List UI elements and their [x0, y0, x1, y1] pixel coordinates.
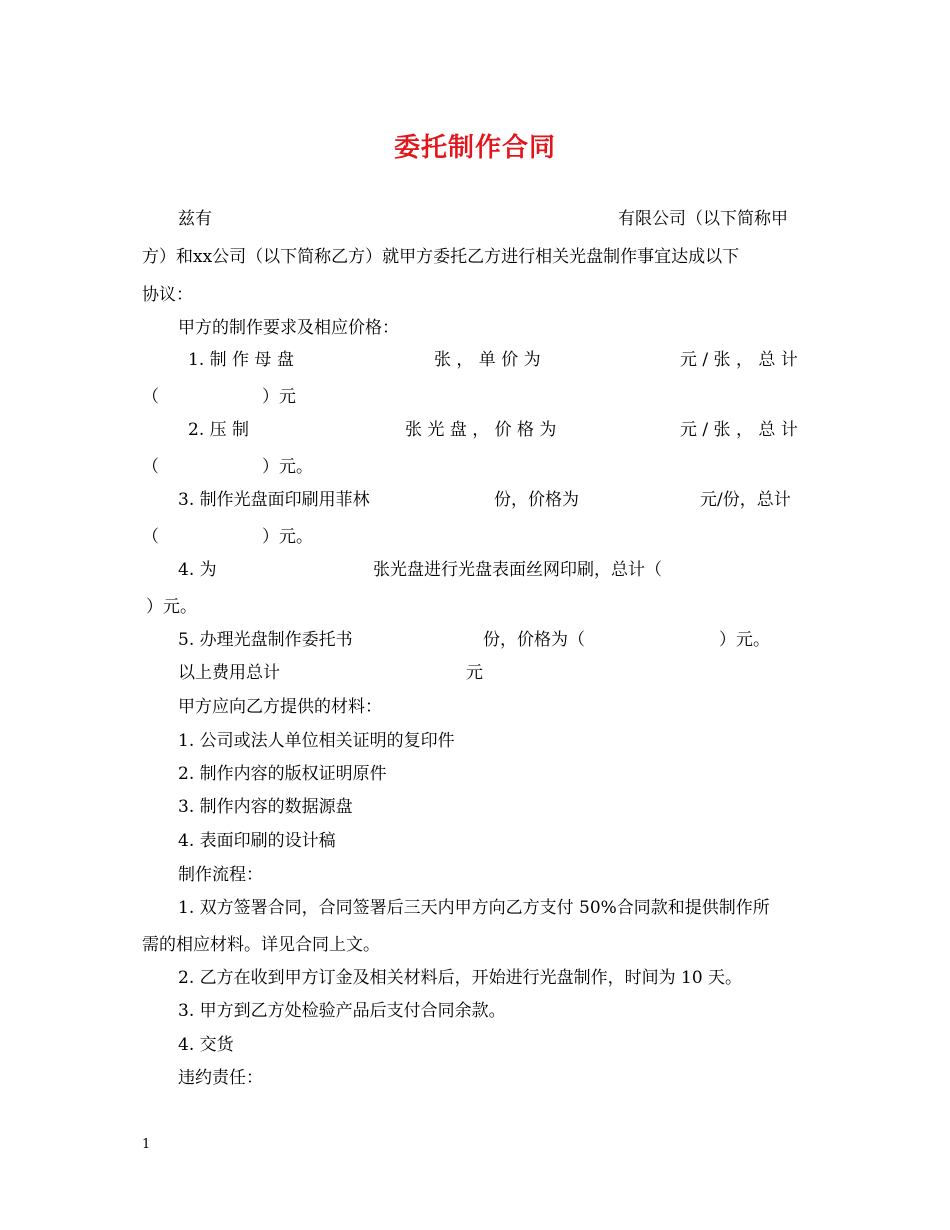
materials-item: 1. 公司或法人单位相关证明的复印件 [178, 731, 455, 751]
process-item-2: 2. 乙方在收到甲方订金及相关材料后，开始进行光盘制作，时间为 10 天。 [178, 968, 743, 988]
process-item-1-line-1: 1. 双方签署合同，合同签署后三天内甲方向乙方支付 50%合同款和提供制作所 [178, 898, 770, 918]
item1-paren-close: ）元 [262, 387, 296, 407]
item3-label: 3. 制作光盘面印刷用菲林 [178, 490, 370, 510]
item1-paren-open: （ [142, 387, 159, 407]
materials-item: 3. 制作内容的数据源盘 [178, 797, 353, 817]
materials-heading: 甲方应向乙方提供的材料： [178, 697, 382, 717]
pricing-heading: 甲方的制作要求及相应价格： [178, 318, 399, 338]
item3-paren-open: （ [142, 527, 159, 547]
item1-label: 1. 制 作 母 盘 [188, 350, 294, 370]
item2-label: 2. 压 制 [188, 420, 250, 440]
item2-price: 张 光 盘 ， 价 格 为 [405, 420, 557, 440]
item3-price: 份，价格为 [494, 490, 579, 510]
item2-total: 元 / 张 ， 总 计 [680, 420, 798, 440]
materials-item: 2. 制作内容的版权证明原件 [178, 764, 387, 784]
item2-paren-open: （ [142, 457, 159, 477]
process-item-4: 4. 交货 [178, 1035, 234, 1055]
item3-paren-close: ）元。 [262, 527, 313, 547]
materials-item: 4. 表面印刷的设计稿 [178, 831, 336, 851]
item5-price: 份，价格为（ [483, 630, 585, 650]
total-label: 以上费用总计 [178, 663, 280, 683]
item5-close: ）元。 [719, 630, 770, 650]
process-item-3: 3. 甲方到乙方处检验产品后支付合同余款。 [178, 1001, 506, 1021]
total-unit: 元 [466, 663, 483, 683]
process-heading: 制作流程： [178, 865, 263, 885]
item2-paren-close: ）元。 [262, 457, 313, 477]
item5-label: 5. 办理光盘制作委托书 [178, 630, 353, 650]
intro-line-1-end: 有限公司（以下简称甲 [618, 209, 788, 229]
intro-line-3: 协议： [142, 285, 193, 305]
item3-total: 元/份，总计 [700, 490, 791, 510]
intro-line-2: 方）和xx公司（以下简称乙方）就甲方委托乙方进行相关光盘制作事宜达成以下 [142, 247, 740, 267]
intro-line-1-start: 兹有 [178, 209, 212, 229]
item1-unit-price: 张 ， 单 价 为 [434, 350, 541, 370]
liability-heading: 违约责任： [178, 1068, 263, 1088]
item4-close: ）元。 [146, 597, 197, 617]
document-title: 委托制作合同 [393, 133, 556, 163]
item1-total: 元 / 张 ， 总 计 [680, 350, 798, 370]
page-number: 1 [142, 1137, 151, 1152]
item4-text: 张光盘进行光盘表面丝网印刷，总计（ [373, 560, 662, 580]
item4-label: 4. 为 [178, 560, 217, 580]
process-item-1-line-2: 需的相应材料。详见合同上文。 [142, 935, 380, 955]
